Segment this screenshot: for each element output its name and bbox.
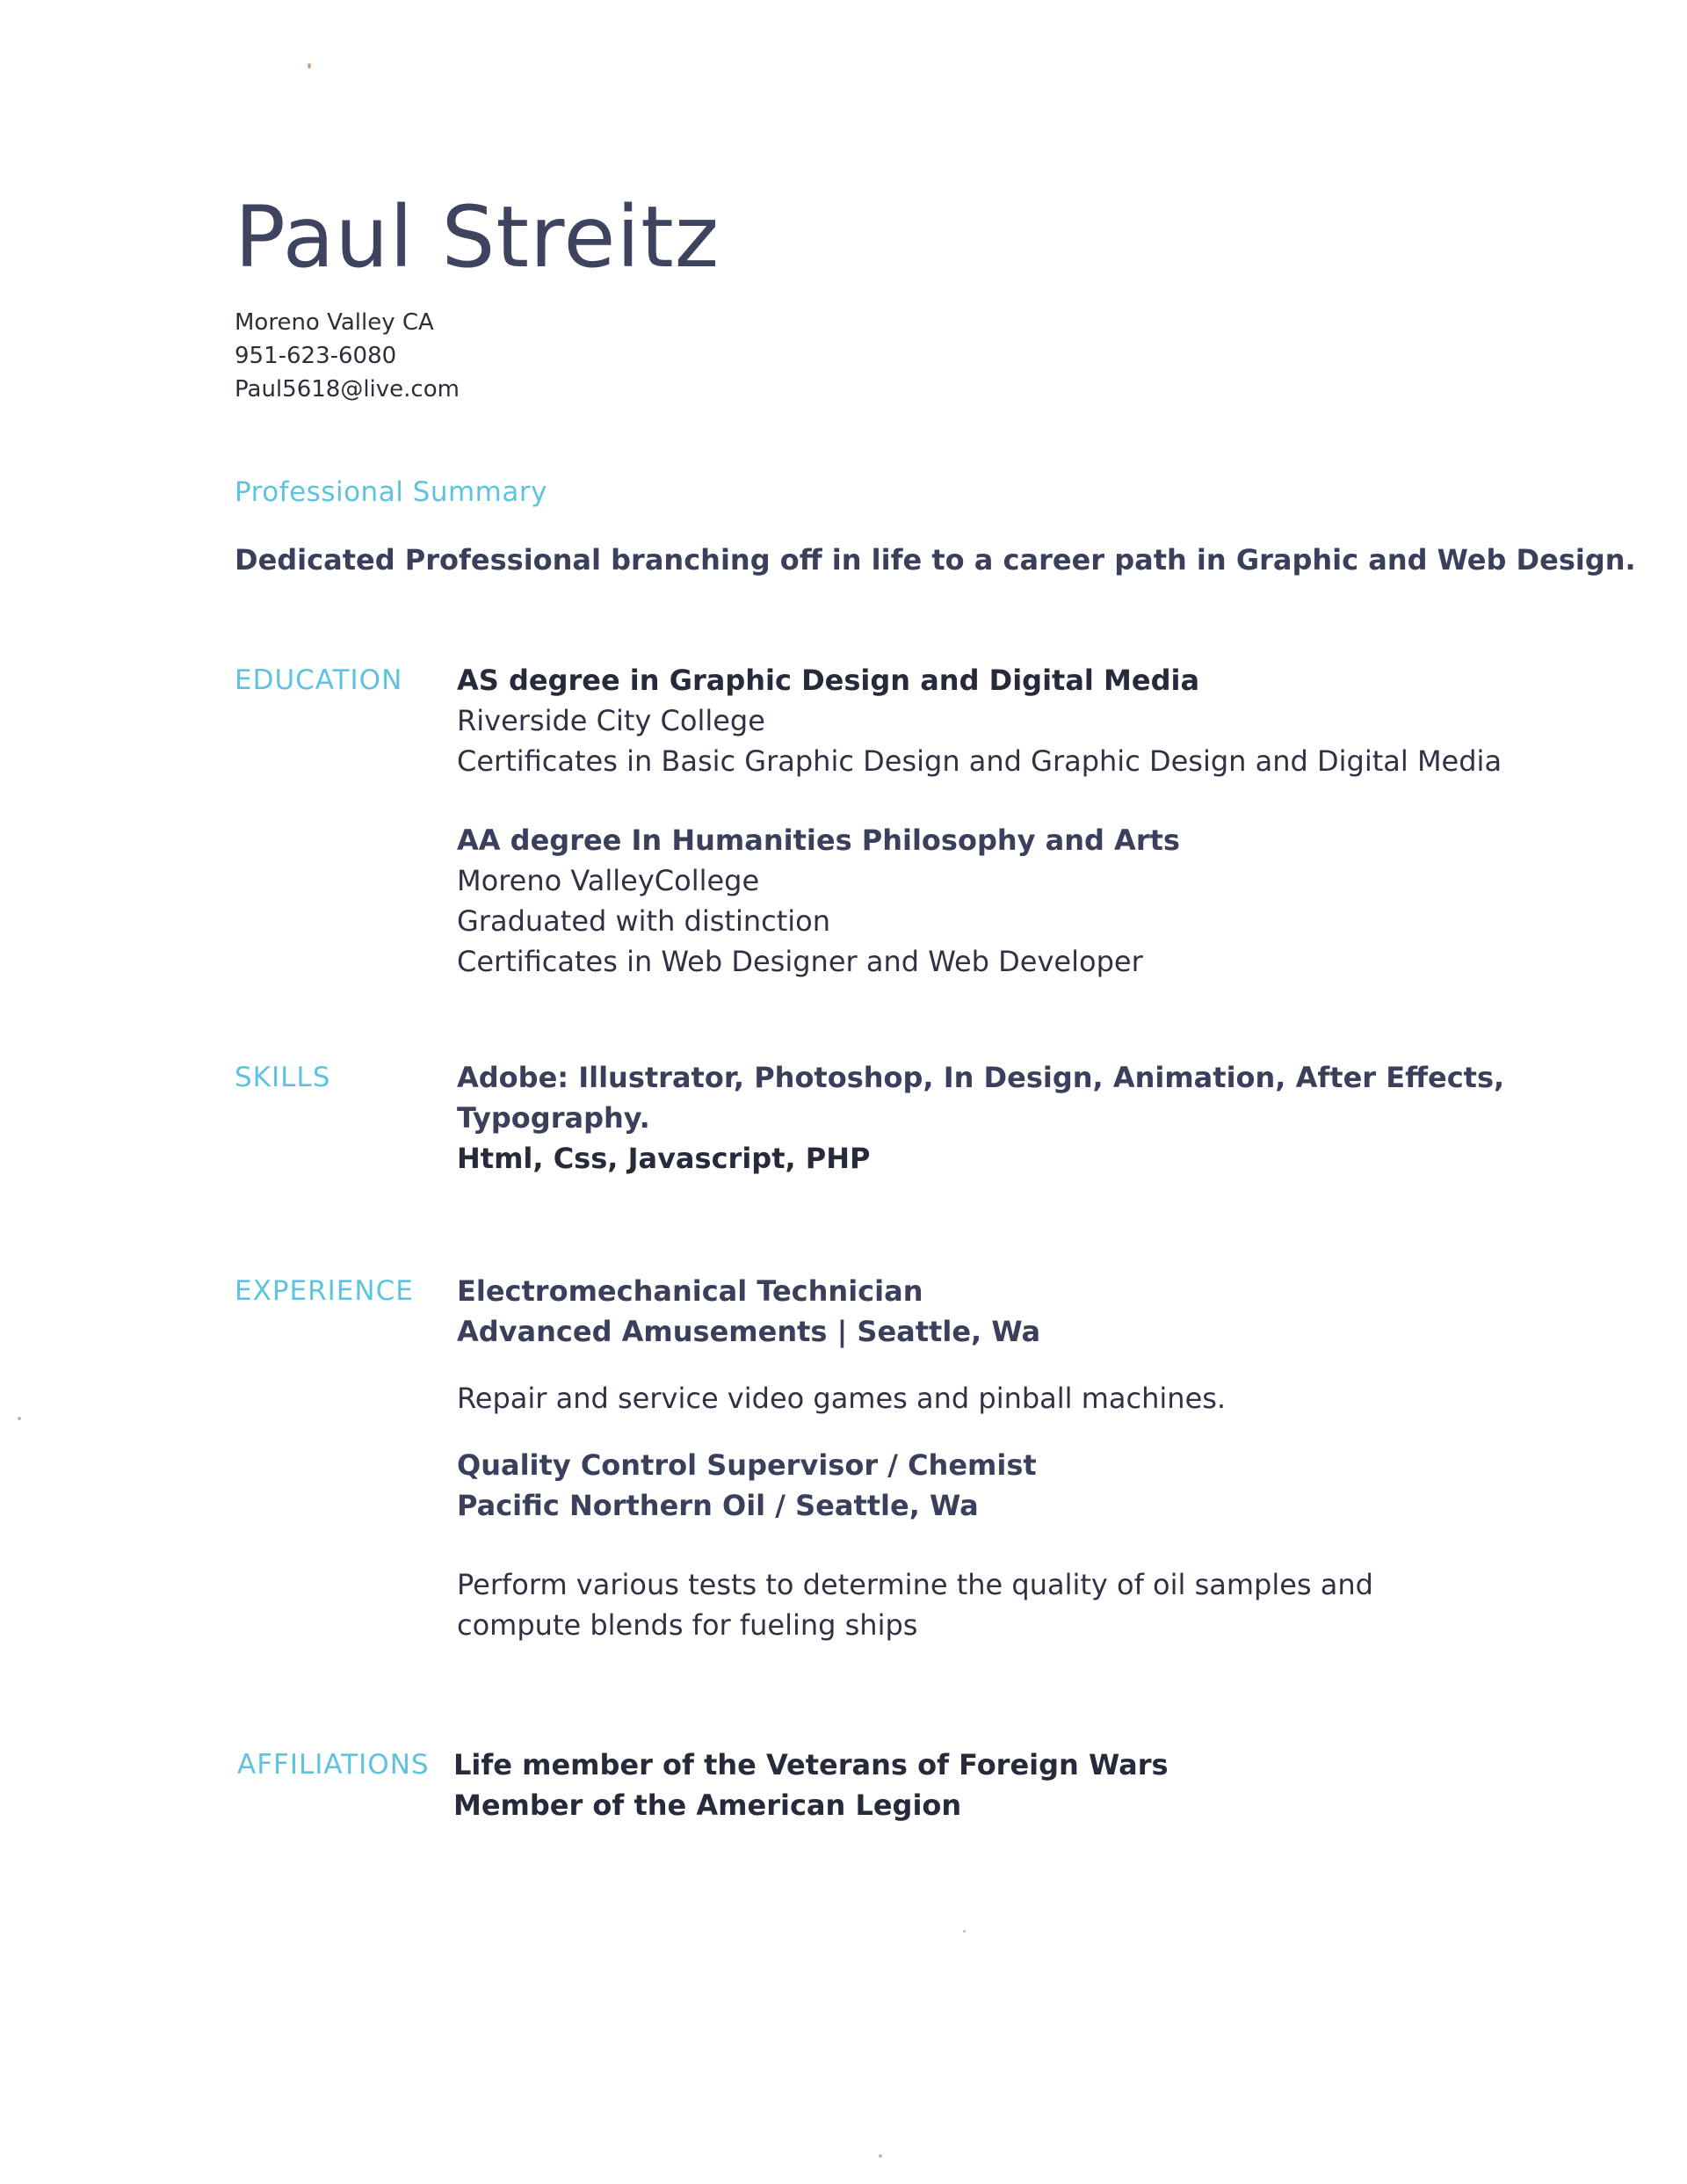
scan-speck [308, 63, 311, 69]
summary-text: Dedicated Professional branching off in life to a career path in Graphic and Web Design. [235, 543, 1636, 577]
location: Moreno Valley CA [235, 309, 434, 336]
skills-line: Typography. [457, 1101, 650, 1135]
education-degree: AA degree In Humanities Philosophy and Arts [457, 824, 1180, 857]
skills-line: Html, Css, Javascript, PHP [457, 1142, 871, 1175]
job-title: Electromechanical Technician [457, 1274, 923, 1308]
education-school: Moreno ValleyCollege [457, 864, 760, 897]
job-title: Quality Control Supervisor / Chemist [457, 1448, 1037, 1482]
email: Paul5618@live.com [235, 376, 460, 403]
summary-heading: Professional Summary [235, 476, 547, 508]
education-school: Riverside City College [457, 704, 765, 737]
experience-section [457, 1271, 1529, 1645]
skills-section [457, 1057, 1529, 1179]
skills-label: SKILLS [235, 1062, 331, 1093]
experience-label: EXPERIENCE [235, 1275, 414, 1307]
education-degree: AS degree in Graphic Design and Digital Media [457, 664, 1200, 697]
education-detail: Graduated with distinction [457, 904, 831, 938]
education-label: EDUCATION [235, 664, 403, 696]
skills-line: Adobe: Illustrator, Photoshop, In Design, Animation, After Effects, [457, 1061, 1505, 1094]
scan-speck [18, 1417, 21, 1420]
phone: 951-623-6080 [235, 343, 397, 369]
contact-info [235, 306, 460, 406]
education-detail: Certificates in Web Designer and Web Developer [457, 945, 1143, 978]
affiliations-section [453, 1745, 1525, 1825]
job-company: Pacific Northern Oil / Seattle, Wa [457, 1489, 979, 1522]
candidate-name: Paul Streitz [235, 188, 720, 287]
affiliations-label: AFFILIATIONS [237, 1749, 430, 1781]
scan-speck [963, 1930, 966, 1933]
affiliation: Member of the American Legion [453, 1789, 962, 1822]
education-section [457, 660, 1529, 982]
job-description: Perform various tests to determine the quality of oil samples and compute blends for fueling ships [457, 1568, 1373, 1642]
job-description: Repair and service video games and pinball machines. [457, 1382, 1227, 1415]
education-detail: Certificates in Basic Graphic Design and Graphic Design and Digital Media [457, 744, 1502, 778]
job-company: Advanced Amusements | Seattle, Wa [457, 1315, 1041, 1348]
scan-speck [879, 2154, 882, 2158]
affiliation: Life member of the Veterans of Foreign Wars [453, 1748, 1169, 1781]
